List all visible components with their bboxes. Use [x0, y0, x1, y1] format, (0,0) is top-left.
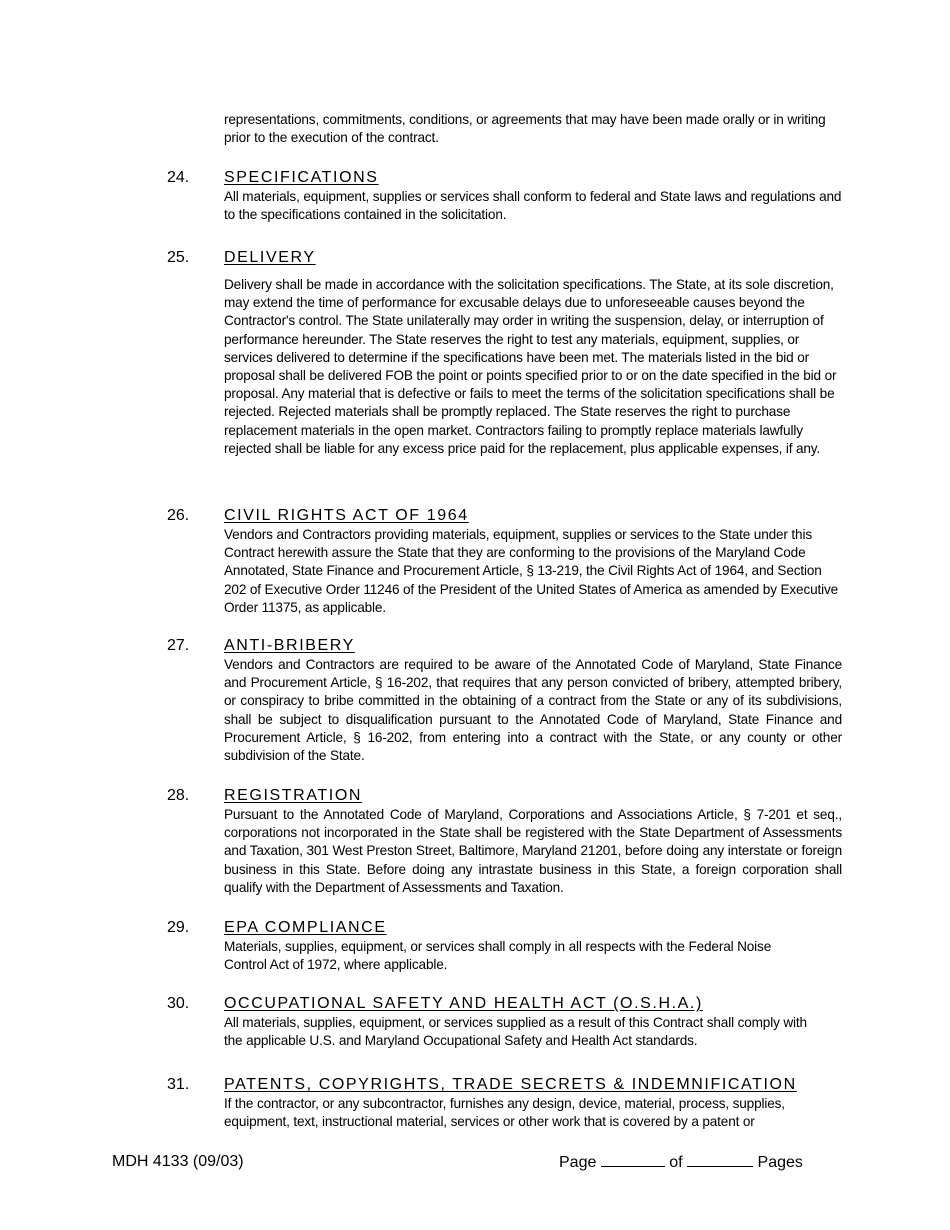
section-heading: CIVIL RIGHTS ACT OF 1964: [224, 507, 469, 524]
section-number: 27.: [167, 637, 190, 654]
section-27-anti-bribery: [167, 636, 842, 765]
section-paragraph: Materials, supplies, equipment, or services shall comply in all respects with the Federal Noise Control Act of 1972, where applicable.: [224, 939, 772, 973]
section-paragraph: All materials, equipment, supplies or services shall conform to federal and State laws and regulations and to the specifications contained in the solicitation.: [224, 189, 842, 223]
section-number: 28.: [167, 787, 190, 804]
section-heading: REGISTRATION: [224, 787, 363, 804]
section-30-osha: [167, 994, 842, 1050]
section-number: 24.: [167, 169, 190, 186]
intro-paragraph: representations, commitments, conditions, or agreements that may have been made orally or in writing prior to the execution of the contract.: [224, 112, 826, 146]
section-paragraph: Vendors and Contractors are required to be aware of the Annotated Code of Maryland, State Finance and Procurement Article, § 16-202, that requires that any person convicted of bribery, attempted bribery, or conspiracy to bribe committed in the obtaining of a contract from the State or any of its subdivisions, shall be subject to disqualification pursuant to the Annotated Code of Maryland, State Finance and Procurement Article, § 16-202, from entering into a contract with the State, or any county or other subdivision of the State.: [224, 657, 842, 764]
form-code: MDH 4133 (09/03): [112, 1153, 244, 1170]
section-paragraph: Vendors and Contractors providing materials, equipment, supplies or services to the State under this Contract herewith assure the State that they are conforming to the provisions of the Maryland Code Annotated, State Finance and Procurement Article, § 13-219, the Civil Rights Act of 1964, and Section 202 of Executive Order 11246 of the President of the United States of America as amended by Executive Order 11375, as applicable.: [224, 527, 839, 615]
section-26-civil-rights: [167, 506, 842, 617]
section-paragraph: All materials, supplies, equipment, or services supplied as a result of this Contract shall comply with the applicable U.S. and Maryland Occupational Safety and Health Act standards.: [224, 1015, 807, 1049]
page-label: Page: [559, 1154, 597, 1171]
section-number: 30.: [167, 995, 190, 1012]
section-heading: PATENTS, COPYRIGHTS, TRADE SECRETS & INDEMNIFICATION: [224, 1076, 797, 1093]
section-24-specifications: [167, 168, 842, 224]
section-31-patents: [167, 1075, 842, 1131]
section-heading: DELIVERY: [224, 249, 316, 266]
section-heading: ANTI-BRIBERY: [224, 637, 355, 654]
section-number: 25.: [167, 249, 190, 266]
section-heading: OCCUPATIONAL SAFETY AND HEALTH ACT (O.S.H.A.): [224, 995, 703, 1012]
section-number: 26.: [167, 507, 190, 524]
of-label: of: [669, 1154, 683, 1171]
section-paragraph: Pursuant to the Annotated Code of Maryland, Corporations and Associations Article, § 7-201 et seq., corporations not incorporated in the State shall be registered with the State Department of Assessments and Taxation, 301 West Preston Street, Baltimore, Maryland 21201, before doing any interstate or foreign business in this State. Before doing any intrastate business in this State, a foreign corporation shall qualify with the Department of Assessments and Taxation.: [224, 807, 842, 895]
section-heading: SPECIFICATIONS: [224, 169, 379, 186]
section-25-delivery: [167, 248, 842, 458]
total-pages-field[interactable]: [687, 1152, 753, 1167]
section-number: 29.: [167, 919, 190, 936]
section-paragraph: If the contractor, or any subcontractor, furnishes any design, device, material, process, supplies, equipment, text, instructional material, services or other work that is covered by a patent or: [224, 1096, 785, 1130]
page-numbering: [559, 1152, 803, 1173]
section-29-epa-compliance: [167, 918, 842, 974]
page-number-field[interactable]: [601, 1152, 665, 1167]
section-number: 31.: [167, 1076, 190, 1093]
section-paragraph: Delivery shall be made in accordance with the solicitation specifications. The State, at its sole discretion, may extend the time of performance for excusable delays due to unforeseeable causes beyond the Contractor's control. The State unilaterally may order in writing the suspension, delay, or interruption of performance hereunder. The State reserves the right to test any materials, equipment, supplies, or services delivered to determine if the specifications have been met. The materials listed in the bid or proposal shall be delivered FOB the point or points specified prior to or on the date specified in the bid or proposal. Any material that is defective or fails to meet the terms of the solicitation specifications shall be rejected. Rejected materials shall be promptly replaced. The State reserves the right to purchase replacement materials in the open market. Contractors failing to promptly replace materials lawfully rejected shall be liable for any excess price paid for the replacement, plus applicable expenses, if any.: [224, 277, 837, 456]
section-heading: EPA COMPLIANCE: [224, 919, 387, 936]
pages-label: Pages: [757, 1154, 803, 1171]
section-28-registration: [167, 786, 842, 897]
